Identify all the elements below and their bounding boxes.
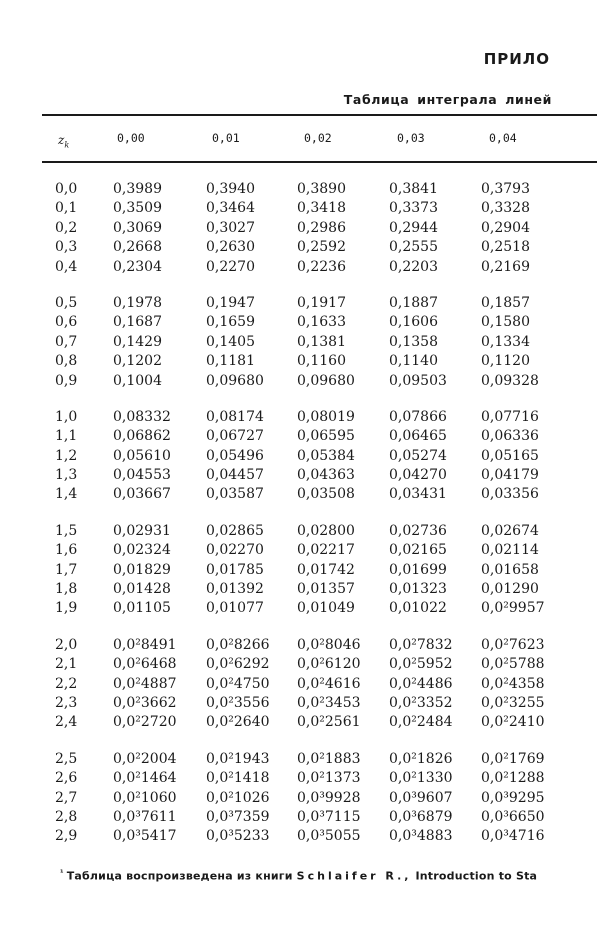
- row-label-cell: 0,2: [55, 219, 78, 236]
- value-cell: 0,03667: [113, 486, 171, 503]
- value-cell: 0,01357: [297, 581, 355, 598]
- value-cell: 0,0²1826: [389, 750, 453, 767]
- value-cell: 0,0²4750: [206, 675, 270, 692]
- value-cell: 0,02270: [206, 542, 264, 559]
- value-cell: 0,01022: [389, 600, 447, 617]
- value-cell: 0,02931: [113, 522, 171, 539]
- value-cell: 0,2270: [206, 258, 255, 275]
- value-cell: 0,0²4358: [481, 675, 545, 692]
- value-cell: 0,0²2561: [297, 714, 361, 731]
- value-cell: 0,1334: [481, 333, 530, 350]
- value-cell: 0,03508: [297, 486, 355, 503]
- value-cell: 0,2169: [481, 258, 530, 275]
- value-cell: 0,06727: [206, 428, 264, 445]
- value-cell: 0,01658: [481, 561, 539, 578]
- table-row: [0, 313, 600, 332]
- value-cell: 0,3509: [113, 200, 162, 217]
- value-cell: 0,2630: [206, 239, 255, 256]
- value-cell: 0,06862: [113, 428, 171, 445]
- table-column-header-row: [0, 131, 600, 151]
- value-cell: 0,0²6468: [113, 656, 177, 673]
- value-cell: 0,0²1464: [113, 770, 177, 787]
- row-label-cell: 2,8: [55, 808, 78, 825]
- column-header: 0,04: [489, 131, 517, 145]
- value-cell: 0,3464: [206, 200, 255, 217]
- value-cell: 0,09680: [206, 372, 264, 389]
- value-cell: 0,01290: [481, 581, 539, 598]
- value-cell: 0,0²1769: [481, 750, 545, 767]
- value-cell: 0,01742: [297, 561, 355, 578]
- table-row: [0, 180, 600, 199]
- value-cell: 0,04363: [297, 467, 355, 484]
- value-cell: 0,0²1418: [206, 770, 270, 787]
- value-cell: 0,0²7832: [389, 636, 453, 653]
- value-cell: 0,3418: [297, 200, 346, 217]
- value-cell: 0,03431: [389, 486, 447, 503]
- value-cell: 0,0²1026: [206, 789, 270, 806]
- row-label-cell: 1,8: [55, 581, 78, 598]
- value-cell: 0,05384: [297, 447, 355, 464]
- value-cell: 0,0³4883: [389, 828, 453, 845]
- value-cell: 0,0²3255: [481, 694, 545, 711]
- value-cell: 0,0³7359: [206, 808, 270, 825]
- row-label-cell: 2,4: [55, 714, 78, 731]
- value-cell: 0,02114: [481, 542, 539, 559]
- table-row: [0, 599, 600, 618]
- value-cell: 0,0³4716: [481, 828, 545, 845]
- value-cell: 0,1687: [113, 314, 162, 331]
- value-cell: 0,04179: [481, 467, 539, 484]
- table-row: [0, 580, 600, 599]
- group-spacer: [0, 391, 600, 408]
- value-cell: 0,0²8491: [113, 636, 177, 653]
- value-cell: 0,1857: [481, 294, 530, 311]
- value-cell: 0,3793: [481, 181, 530, 197]
- value-cell: 0,01323: [389, 581, 447, 598]
- value-cell: 0,0²9957: [481, 600, 545, 617]
- value-cell: 0,04457: [206, 467, 264, 484]
- row-label-cell: 2,3: [55, 694, 78, 711]
- footnote-mark: ¹: [60, 868, 64, 877]
- row-label-cell: 2,6: [55, 770, 78, 787]
- value-cell: 0,1381: [297, 333, 346, 350]
- value-cell: 0,0³7115: [297, 808, 361, 825]
- row-label-cell: 2,9: [55, 828, 78, 845]
- value-cell: 0,08332: [113, 408, 171, 425]
- row-label-cell: 1,3: [55, 467, 78, 484]
- value-cell: 0,1429: [113, 333, 162, 350]
- row-label-cell: 0,8: [55, 353, 78, 370]
- row-label-cell: 2,2: [55, 675, 78, 692]
- table-row: [0, 827, 600, 846]
- value-cell: 0,0³9295: [481, 789, 545, 806]
- value-cell: 0,04270: [389, 467, 447, 484]
- value-cell: 0,02165: [389, 542, 447, 559]
- value-cell: 0,0²6120: [297, 656, 361, 673]
- value-cell: 0,0²2640: [206, 714, 270, 731]
- value-cell: 0,1140: [389, 353, 438, 370]
- value-cell: 0,01785: [206, 561, 264, 578]
- value-cell: 0,2518: [481, 239, 530, 256]
- table-row: [0, 675, 600, 694]
- value-cell: 0,0²3352: [389, 694, 453, 711]
- table-row: [0, 333, 600, 352]
- row-label-cell: 0,6: [55, 314, 78, 331]
- value-cell: 0,2668: [113, 239, 162, 256]
- value-cell: 0,1659: [206, 314, 255, 331]
- table-row: [0, 750, 600, 769]
- value-cell: 0,01077: [206, 600, 264, 617]
- column-header: 0,02: [304, 131, 332, 145]
- value-cell: 0,02217: [297, 542, 355, 559]
- value-cell: 0,02324: [113, 542, 171, 559]
- value-cell: 0,2555: [389, 239, 438, 256]
- table-row: [0, 352, 600, 371]
- value-cell: 0,0²8046: [297, 636, 361, 653]
- value-cell: 0,08019: [297, 408, 355, 425]
- row-label-cell: 2,5: [55, 750, 78, 767]
- row-label-cell: 1,2: [55, 447, 78, 464]
- value-cell: 0,0²2720: [113, 714, 177, 731]
- table-row: [0, 372, 600, 391]
- value-cell: 0,0²3662: [113, 694, 177, 711]
- value-cell: 0,0³9607: [389, 789, 453, 806]
- value-cell: 0,3890: [297, 181, 346, 197]
- value-cell: 0,09680: [297, 372, 355, 389]
- value-cell: 0,07716: [481, 408, 539, 425]
- value-cell: 0,07866: [389, 408, 447, 425]
- value-cell: 0,1633: [297, 314, 346, 331]
- value-cell: 0,0²1943: [206, 750, 270, 767]
- row-label-cell: 1,6: [55, 542, 78, 559]
- value-cell: 0,02800: [297, 522, 355, 539]
- value-cell: 0,0²6292: [206, 656, 270, 673]
- value-cell: 0,2592: [297, 239, 346, 256]
- table-row: [0, 219, 600, 238]
- value-cell: 0,0³6879: [389, 808, 453, 825]
- table-row: [0, 447, 600, 466]
- value-cell: 0,09503: [389, 372, 447, 389]
- value-cell: 0,3989: [113, 181, 162, 197]
- value-cell: 0,0²1288: [481, 770, 545, 787]
- value-cell: 0,0²4486: [389, 675, 453, 692]
- value-cell: 0,02865: [206, 522, 264, 539]
- table-row: [0, 808, 600, 827]
- value-cell: 0,08174: [206, 408, 264, 425]
- value-cell: 0,0²2484: [389, 714, 453, 731]
- group-spacer: [0, 619, 600, 636]
- footnote-book-title: Introduction to Sta: [415, 869, 538, 883]
- value-cell: 0,2304: [113, 258, 162, 275]
- value-cell: 0,3027: [206, 219, 255, 236]
- value-cell: 0,01829: [113, 561, 171, 578]
- value-cell: 0,01699: [389, 561, 447, 578]
- value-cell: 0,0³6650: [481, 808, 545, 825]
- table-row: [0, 541, 600, 560]
- table-row: [0, 485, 600, 504]
- value-cell: 0,05165: [481, 447, 539, 464]
- value-cell: 0,05496: [206, 447, 264, 464]
- value-cell: 0,3940: [206, 181, 255, 197]
- group-spacer: [0, 505, 600, 522]
- value-cell: 0,03587: [206, 486, 264, 503]
- group-spacer: [0, 277, 600, 294]
- value-cell: 0,1917: [297, 294, 346, 311]
- value-cell: 0,0³5417: [113, 828, 177, 845]
- value-cell: 0,0³9928: [297, 789, 361, 806]
- value-cell: 0,0²1373: [297, 770, 361, 787]
- value-cell: 0,01105: [113, 600, 171, 617]
- row-label-cell: 2,1: [55, 656, 78, 673]
- row-label-cell: 0,9: [55, 372, 78, 389]
- value-cell: 0,0²2410: [481, 714, 545, 731]
- value-cell: 0,0²2004: [113, 750, 177, 767]
- value-cell: 0,1606: [389, 314, 438, 331]
- value-cell: 0,1004: [113, 372, 162, 389]
- group-spacer: [0, 733, 600, 750]
- value-cell: 0,0³5055: [297, 828, 361, 845]
- value-cell: 0,1120: [481, 353, 530, 370]
- value-cell: 0,06336: [481, 428, 539, 445]
- value-cell: 0,1978: [113, 294, 162, 311]
- footnote-author: Schlaifer R.,: [296, 869, 412, 883]
- value-cell: 0,06595: [297, 428, 355, 445]
- row-label-cell: 0,4: [55, 258, 78, 275]
- value-cell: 0,0²8266: [206, 636, 270, 653]
- row-label-cell: 1,0: [55, 408, 78, 425]
- column-header: 0,01: [212, 131, 240, 145]
- table-header-rule: [42, 161, 597, 163]
- value-cell: 0,3328: [481, 200, 530, 217]
- value-cell: 0,2203: [389, 258, 438, 275]
- table-row: [0, 655, 600, 674]
- row-label-cell: 0,5: [55, 294, 78, 311]
- row-label-cell: 2,7: [55, 789, 78, 806]
- table-row: [0, 466, 600, 485]
- value-cell: 0,3373: [389, 200, 438, 217]
- row-label-cell: 1,9: [55, 600, 78, 617]
- row-label-cell: 1,4: [55, 486, 78, 503]
- table-row: [0, 294, 600, 313]
- footnote: [60, 868, 537, 883]
- table-row: [0, 769, 600, 788]
- value-cell: 0,0²7623: [481, 636, 545, 653]
- row-variable-header: $z_k$: [58, 133, 70, 150]
- row-label-cell: 1,1: [55, 428, 78, 445]
- table-row: [0, 199, 600, 218]
- value-cell: 0,0²5952: [389, 656, 453, 673]
- value-cell: 0,1160: [297, 353, 346, 370]
- row-label-cell: 2,0: [55, 636, 78, 653]
- value-cell: 0,1580: [481, 314, 530, 331]
- value-cell: 0,2986: [297, 219, 346, 236]
- value-cell: 0,0²1330: [389, 770, 453, 787]
- value-cell: 0,1405: [206, 333, 255, 350]
- value-cell: 0,0²1883: [297, 750, 361, 767]
- table-caption: Таблица интеграла линей: [343, 92, 552, 107]
- table-row: [0, 258, 600, 277]
- value-cell: 0,01049: [297, 600, 355, 617]
- table-row: [0, 694, 600, 713]
- value-cell: 0,2236: [297, 258, 346, 275]
- value-cell: 0,05610: [113, 447, 171, 464]
- value-cell: 0,0³5233: [206, 828, 270, 845]
- value-cell: 0,2944: [389, 219, 438, 236]
- table-row: [0, 408, 600, 427]
- value-cell: 0,03356: [481, 486, 539, 503]
- table-row: [0, 561, 600, 580]
- value-cell: 0,02674: [481, 522, 539, 539]
- value-cell: 0,3069: [113, 219, 162, 236]
- value-cell: 0,0²3556: [206, 694, 270, 711]
- value-cell: 0,09328: [481, 372, 539, 389]
- value-cell: 0,05274: [389, 447, 447, 464]
- value-cell: 0,1202: [113, 353, 162, 370]
- column-header: 0,00: [117, 131, 145, 145]
- row-label-cell: 1,5: [55, 522, 78, 539]
- value-cell: 0,01428: [113, 581, 171, 598]
- value-cell: 0,06465: [389, 428, 447, 445]
- value-cell: 0,2904: [481, 219, 530, 236]
- column-header: 0,03: [397, 131, 425, 145]
- page-header-title: ПРИЛО: [483, 50, 550, 68]
- row-label-cell: 0,1: [55, 200, 78, 217]
- value-cell: 0,1887: [389, 294, 438, 311]
- table-row: [0, 238, 600, 257]
- table-row: [0, 427, 600, 446]
- table-row: [0, 713, 600, 732]
- value-cell: 0,04553: [113, 467, 171, 484]
- value-cell: 0,1181: [206, 353, 255, 370]
- value-cell: 0,3841: [389, 181, 438, 197]
- table-body: [0, 180, 600, 847]
- table-row: [0, 522, 600, 541]
- value-cell: 0,0²5788: [481, 656, 545, 673]
- row-label-cell: 1,7: [55, 561, 78, 578]
- value-cell: 0,0²4887: [113, 675, 177, 692]
- value-cell: 0,0²3453: [297, 694, 361, 711]
- value-cell: 0,02736: [389, 522, 447, 539]
- table-row: [0, 636, 600, 655]
- table-top-rule: [42, 114, 597, 116]
- value-cell: 0,1358: [389, 333, 438, 350]
- value-cell: 0,0²4616: [297, 675, 361, 692]
- value-cell: 0,0²1060: [113, 789, 177, 806]
- value-cell: 0,01392: [206, 581, 264, 598]
- row-label-cell: 0,0: [55, 181, 78, 197]
- table-row: [0, 789, 600, 808]
- row-label-cell: 0,3: [55, 239, 78, 256]
- value-cell: 0,1947: [206, 294, 255, 311]
- value-cell: 0,0³7611: [113, 808, 177, 825]
- row-label-cell: 0,7: [55, 333, 78, 350]
- footnote-text: Таблица воспроизведена из книги: [66, 869, 293, 883]
